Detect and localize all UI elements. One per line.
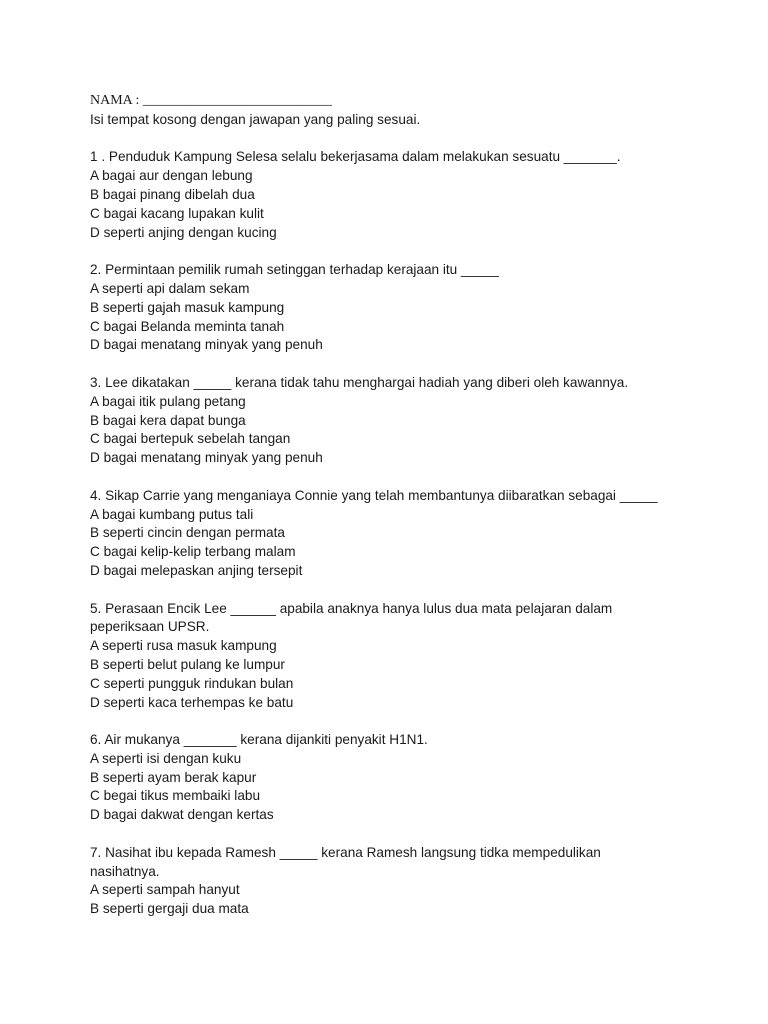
- answer-option: A bagai itik pulang petang: [90, 393, 246, 409]
- answer-option: C bagai kelip-kelip terbang malam: [90, 544, 296, 560]
- question-block: [90, 148, 710, 261]
- question-text: 7. Nasihat ibu kepada Ramesh _____ kerana Ramesh langsung tidka mempedulikan: [90, 844, 601, 860]
- answer-option: A bagai aur dengan lebung: [90, 168, 253, 184]
- answer-option: B seperti belut pulang ke lumpur: [90, 656, 285, 672]
- instruction-text: Isi tempat kosong dengan jawapan yang paling sesuai.: [90, 111, 421, 127]
- question-block: [90, 261, 710, 374]
- worksheet-content: [90, 92, 710, 919]
- spacer: [90, 825, 710, 844]
- question-text: 1 . Penduduk Kampung Selesa selalu bekerjasama dalam melakukan sesuatu _______.: [90, 149, 621, 165]
- answer-option: B seperti ayam berak kapur: [90, 769, 257, 785]
- answer-option: A seperti rusa masuk kampung: [90, 638, 277, 654]
- answer-option: C begai tikus membaiki labu: [90, 788, 261, 804]
- answer-option: B bagai pinang dibelah dua: [90, 186, 255, 202]
- answer-option: B seperti gajah masuk kampung: [90, 299, 285, 315]
- answer-option: D bagai menatang minyak yang penuh: [90, 450, 323, 466]
- question-text: peperiksaan UPSR.: [90, 619, 210, 635]
- question-text: 6. Air mukanya _______ kerana dijankiti penyakit H1N1.: [90, 732, 428, 748]
- spacer: [90, 130, 710, 149]
- question-text: nasihatnya.: [90, 863, 160, 879]
- answer-option: D seperti anjing dengan kucing: [90, 224, 277, 240]
- question-list: [90, 148, 710, 919]
- answer-option: D seperti kaca terhempas ke batu: [90, 694, 294, 710]
- answer-option: C bagai kacang lupakan kulit: [90, 205, 264, 221]
- question-block: [90, 844, 710, 919]
- answer-option: D bagai menatang minyak yang penuh: [90, 337, 323, 353]
- answer-option: B seperti cincin dengan permata: [90, 525, 285, 541]
- spacer: [90, 242, 710, 261]
- answer-option: D bagai melepaskan anjing tersepit: [90, 562, 303, 578]
- question-text: 3. Lee dikatakan _____ kerana tidak tahu menghargai hadiah yang diberi oleh kawannya.: [90, 374, 629, 390]
- answer-option: B seperti gergaji dua mata: [90, 901, 249, 917]
- question-text: 2. Permintaan pemilik rumah setinggan terhadap kerajaan itu _____: [90, 262, 499, 278]
- question-text: 4. Sikap Carrie yang menganiaya Connie yang telah membantunya diibaratkan sebagai _____: [90, 487, 658, 503]
- question-text: 5. Perasaan Encik Lee ______ apabila anaknya hanya lulus dua mata pelajaran dalam: [90, 600, 613, 616]
- name-field-label: NAMA : ___________________________: [90, 93, 332, 108]
- answer-option: C bagai bertepuk sebelah tangan: [90, 431, 291, 447]
- answer-option: B bagai kera dapat bunga: [90, 412, 246, 428]
- answer-option: C seperti pungguk rindukan bulan: [90, 675, 294, 691]
- answer-option: A seperti isi dengan kuku: [90, 750, 242, 766]
- question-block: [90, 731, 710, 844]
- spacer: [90, 355, 710, 374]
- question-block: [90, 487, 710, 600]
- question-block: [90, 374, 710, 487]
- spacer: [90, 468, 710, 487]
- answer-option: C bagai Belanda meminta tanah: [90, 318, 285, 334]
- answer-option: A seperti api dalam sekam: [90, 280, 250, 296]
- spacer: [90, 712, 710, 731]
- answer-option: A bagai kumbang putus tali: [90, 506, 254, 522]
- spacer: [90, 581, 710, 600]
- answer-option: D bagai dakwat dengan kertas: [90, 807, 274, 823]
- question-block: [90, 600, 710, 732]
- answer-option: A seperti sampah hanyut: [90, 882, 240, 898]
